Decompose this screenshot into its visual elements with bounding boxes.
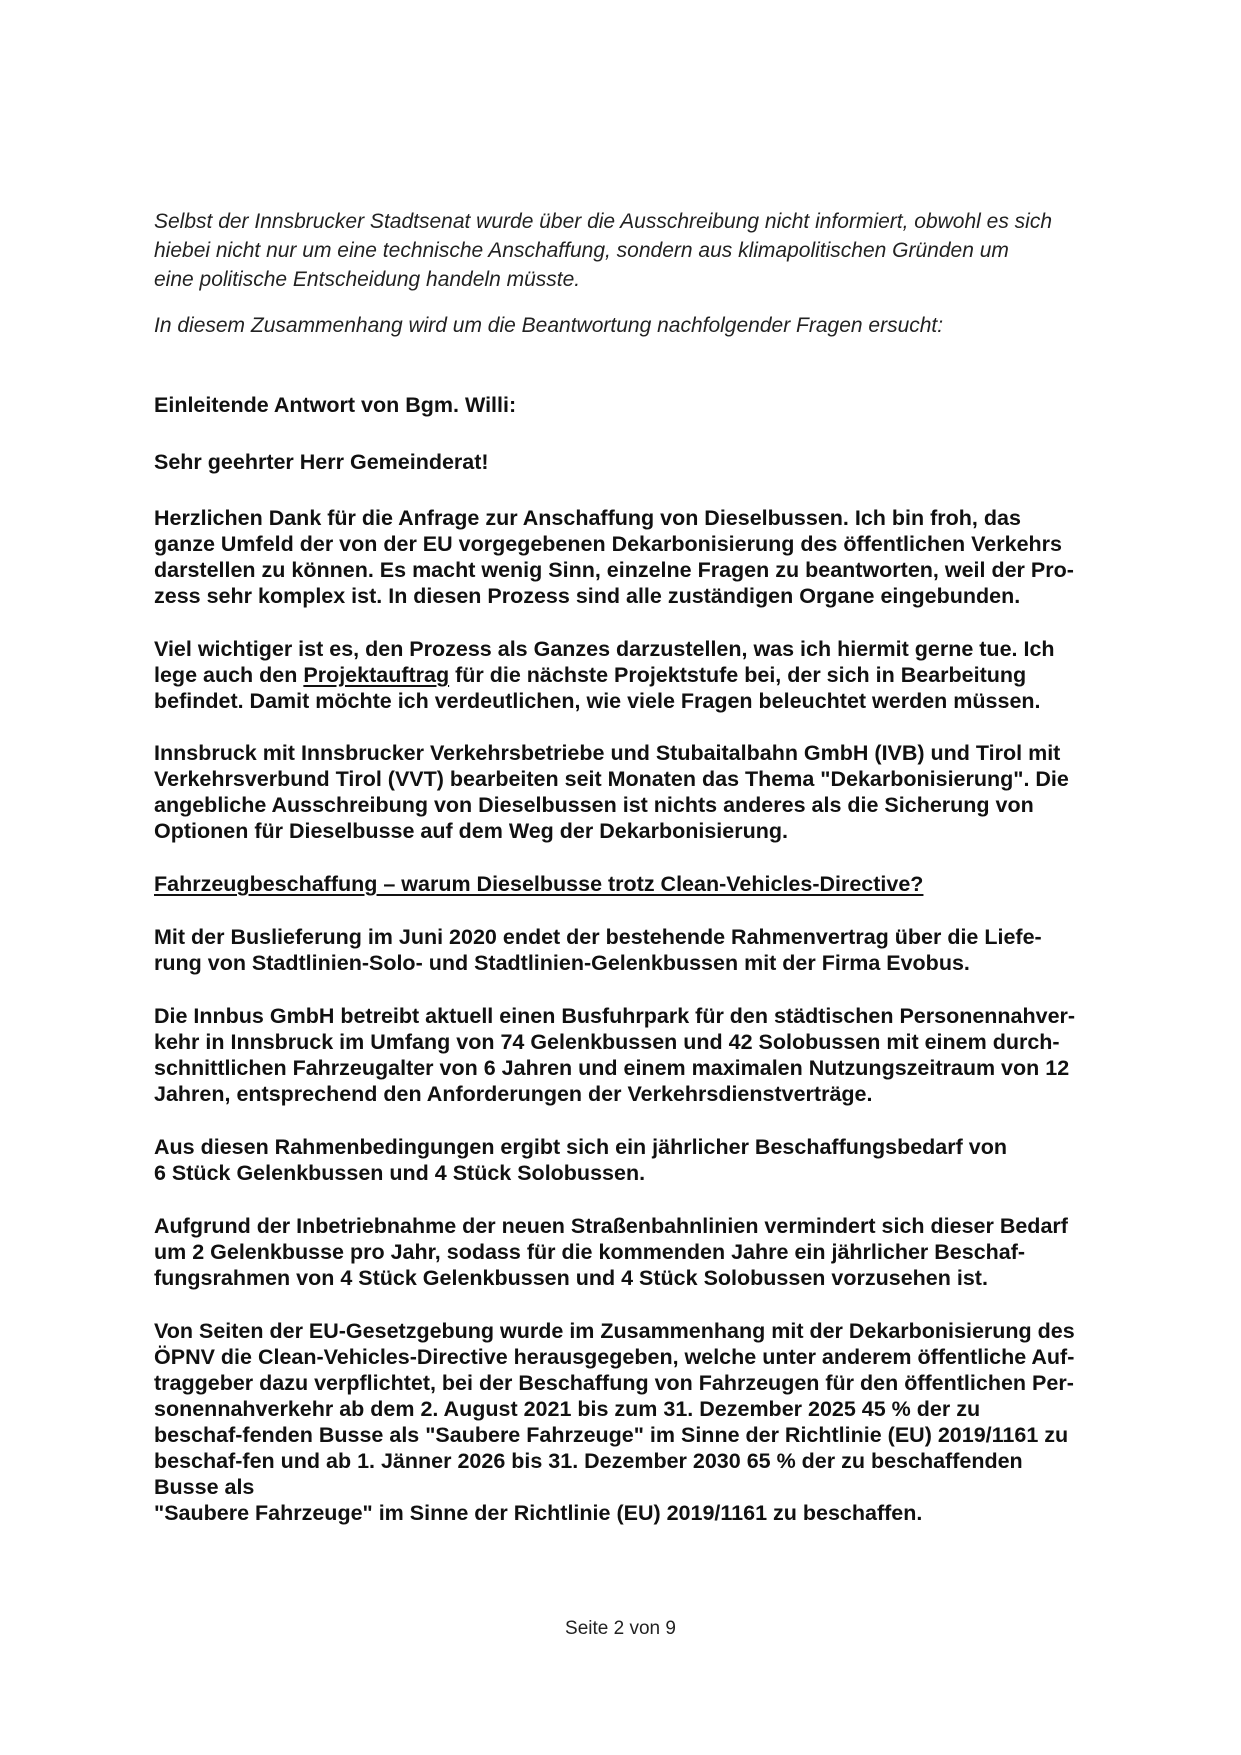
paragraph-line: beschaf-fenden Busse als "Saubere Fahrzeuge" im Sinne der Richtlinie (EU) 2019/1161 zu xyxy=(154,1423,1069,1447)
paragraph-line: Von Seiten der EU-Gesetzgebung wurde im Zusammenhang mit der Dekarbonisierung des xyxy=(154,1319,1075,1343)
paragraph-line: darstellen zu können. Es macht wenig Sinn, einzelne Fragen zu beantworten, weil der Pro- xyxy=(154,558,1074,582)
page-number: Seite 2 von 9 xyxy=(565,1618,676,1639)
paragraph-line: "Saubere Fahrzeuge" im Sinne der Richtlinie (EU) 2019/1161 zu beschaffen. xyxy=(154,1501,923,1525)
paragraph-line: Optionen für Dieselbusse auf dem Weg der Dekarbonisierung. xyxy=(154,819,788,843)
paragraph-line: Jahren, entsprechend den Anforderungen der Verkehrsdienstverträge. xyxy=(154,1082,873,1106)
paragraph-line: sonennahverkehr ab dem 2. August 2021 bis zum 31. Dezember 2025 45 % der zu xyxy=(154,1397,981,1421)
paragraph-line: Die Innbus GmbH betreibt aktuell einen Busfuhrpark für den städtischen Personennahver- xyxy=(154,1004,1076,1028)
paragraph-line: ÖPNV die Clean-Vehicles-Directive herausgegeben, welche unter anderem öffentliche Auf- xyxy=(154,1345,1075,1369)
document-page xyxy=(154,0,1144,1755)
section-heading: Fahrzeugbeschaffung – warum Dieselbusse trotz Clean-Vehicles-Directive? xyxy=(154,872,924,896)
paragraph-line: Busse als xyxy=(154,1475,255,1499)
salutation: Sehr geehrter Herr Gemeinderat! xyxy=(154,450,489,474)
paragraph-line: Herzlichen Dank für die Anfrage zur Anschaffung von Dieselbussen. Ich bin froh, das xyxy=(154,506,1021,530)
paragraph-line: ganze Umfeld der von der EU vorgegebenen Dekarbonisierung des öffentlichen Verkehrs xyxy=(154,532,1063,556)
paragraph-line: Aus diesen Rahmenbedingungen ergibt sich ein jährlicher Beschaffungsbedarf von xyxy=(154,1135,1007,1159)
intro-line: hiebei nicht nur um eine technische Anschaffung, sondern aus klimapolitischen Gründen um xyxy=(154,239,1009,262)
paragraph-line: rung von Stadtlinien-Solo- und Stadtlinien-Gelenkbussen mit der Firma Evobus. xyxy=(154,951,970,975)
paragraph-line: 6 Stück Gelenkbussen und 4 Stück Solobussen. xyxy=(154,1161,646,1185)
projektauftrag-link[interactable]: Projektauftrag xyxy=(303,663,450,687)
paragraph-line: Viel wichtiger ist es, den Prozess als Ganzes darzustellen, was ich hiermit gerne tue. Ich xyxy=(154,637,1055,661)
paragraph-line: Mit der Buslieferung im Juni 2020 endet der bestehende Rahmenvertrag über die Liefe- xyxy=(154,925,1042,949)
paragraph-line: kehr in Innsbruck im Umfang von 74 Gelenkbussen und 42 Solobussen mit einem durch- xyxy=(154,1030,1060,1054)
paragraph-line: zess sehr komplex ist. In diesen Prozess sind alle zuständigen Organe eingebunden. xyxy=(154,584,1021,608)
text-span: für die nächste Projektstufe bei, der sich in Bearbeitung xyxy=(449,663,1027,687)
intro-line: Selbst der Innsbrucker Stadtsenat wurde über die Ausschreibung nicht informiert, obwohl es sich xyxy=(154,210,1053,233)
paragraph-line: um 2 Gelenkbusse pro Jahr, sodass für die kommenden Jahre ein jährlicher Beschaf- xyxy=(154,1240,1026,1264)
paragraph-line: schnittlichen Fahrzeugalter von 6 Jahren und einem maximalen Nutzungszeitraum von 12 xyxy=(154,1056,1070,1080)
intro-line: eine politische Entscheidung handeln müsste. xyxy=(154,268,581,291)
paragraph-line xyxy=(154,662,1026,688)
paragraph-line: angebliche Ausschreibung von Dieselbussen ist nichts anderes als die Sicherung von xyxy=(154,793,1034,817)
paragraph-line: traggeber dazu verpflichtet, bei der Beschaffung von Fahrzeugen für den öffentlichen Per- xyxy=(154,1371,1074,1395)
paragraph-line: Verkehrsverbund Tirol (VVT) bearbeiten seit Monaten das Thema "Dekarbonisierung". Die xyxy=(154,767,1069,791)
paragraph-line: beschaf-fen und ab 1. Jänner 2026 bis 31. Dezember 2030 65 % der zu beschaffenden xyxy=(154,1449,1023,1473)
paragraph-line: befindet. Damit möchte ich verdeutlichen, wie viele Fragen beleuchtet werden müssen. xyxy=(154,689,1041,713)
paragraph-line: fungsrahmen von 4 Stück Gelenkbussen und 4 Stück Solobussen vorzusehen ist. xyxy=(154,1266,988,1290)
request-line: In diesem Zusammenhang wird um die Beantwortung nachfolgender Fragen ersucht: xyxy=(154,314,944,337)
paragraph-line: Innsbruck mit Innsbrucker Verkehrsbetriebe und Stubaitalbahn GmbH (IVB) und Tirol mit xyxy=(154,741,1061,765)
paragraph-line: Aufgrund der Inbetriebnahme der neuen Straßenbahnlinien vermindert sich dieser Bedarf xyxy=(154,1214,1068,1238)
text-span: lege auch den xyxy=(154,663,304,687)
answer-heading: Einleitende Antwort von Bgm. Willi: xyxy=(154,393,517,417)
